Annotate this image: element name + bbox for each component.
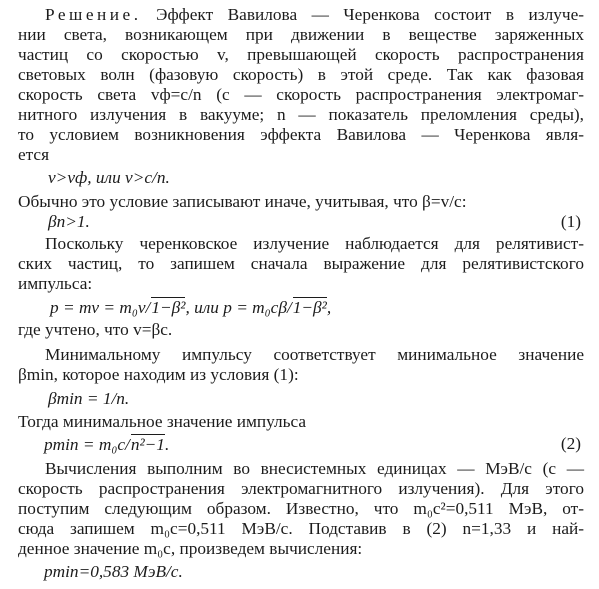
paragraph-computation-line-1: Вычисления выполним во внесистемных единицах — МэВ/c (c —	[45, 459, 584, 478]
text-span: Эффект Вавилова — Черенкова состоит в излуче-	[156, 5, 584, 24]
formula-condition: v>vф, или v>c/n.	[48, 168, 170, 187]
formula-2	[44, 434, 599, 455]
paragraph-computation-line-5: денное значение m₀c, произведем вычисления:	[18, 539, 363, 558]
paragraph-solution-line-4: световых волн (фазовую скорость) в этой среде. Так как фазовая	[18, 65, 584, 84]
paragraph-min-value-line-1: Минимальному импульсу соответствует минимальное значение	[45, 345, 584, 364]
paragraph-solution-line-7: то условием возникновения эффекта Вавилова — Черенкова явля-	[18, 125, 584, 144]
equation-number-1: (1)	[560, 212, 581, 231]
paragraph-beta-condition: Обычно это условие записывают иначе, учитывая, что β=v/c:	[18, 192, 467, 211]
paragraph-computation-line-2: скорость распространения электромагнитного излучения). Для этого	[18, 479, 584, 498]
radical-2: 1−β²	[292, 298, 327, 317]
formula-result: pmin=0,583 МэВ/c.	[44, 562, 183, 581]
paragraph-solution-line-1	[45, 5, 584, 25]
paragraph-solution-line-6: нитного излучения в вакууме; n — показатель преломления среды),	[18, 105, 584, 124]
formula-relativistic-momentum	[50, 297, 599, 318]
paragraph-computation-line-3: поступим следующим образом. Известно, что m₀c²=0,511 МэВ, от-	[18, 499, 584, 518]
paragraph-solution-line-3: частиц со скоростью v, превышающей скорость распространения	[18, 45, 584, 64]
solution-heading: Решение.	[45, 5, 142, 24]
formula-1: βn>1.	[48, 212, 90, 231]
radical-3: n²−1	[130, 435, 165, 454]
formula-end: ,	[326, 298, 332, 317]
paragraph-min-momentum: Тогда минимальное значение импульса	[18, 412, 307, 431]
paragraph-computation-line-4: сюда запишем m₀c=0,511 МэВ/c. Подставив в (2) n=1,33 и най-	[18, 519, 584, 538]
paragraph-min-value-line-2: βmin, которое находим из условия (1):	[18, 365, 299, 384]
paragraph-momentum-line-2: ских частиц, то запишем сначала выражение для релятивистского	[18, 254, 584, 273]
formula-lhs: p = mv = m₀v/	[50, 298, 151, 317]
radical-1: 1−β²	[151, 298, 186, 317]
equation-number-2: (2)	[560, 434, 581, 453]
paragraph-v-beta-c: где учтено, что v=βc.	[18, 320, 173, 339]
formula-mid: , или p = m₀cβ/	[185, 298, 292, 317]
formula-beta-min: βmin = 1/n.	[48, 389, 130, 408]
paragraph-solution-line-8: ется	[18, 145, 50, 164]
paragraph-solution-line-2: нии света, возникающем при движении в веществе заряженных	[18, 25, 584, 44]
paragraph-momentum-line-1: Поскольку черенковское излучение наблюдается для релятивист-	[45, 234, 584, 253]
paragraph-solution-line-5: скорость света vф=c/n (c — скорость распространения электромаг-	[18, 85, 584, 104]
formula-end: .	[164, 435, 170, 454]
paragraph-momentum-line-3: импульса:	[18, 274, 93, 293]
formula-lhs: pmin = m₀c/	[44, 435, 130, 454]
